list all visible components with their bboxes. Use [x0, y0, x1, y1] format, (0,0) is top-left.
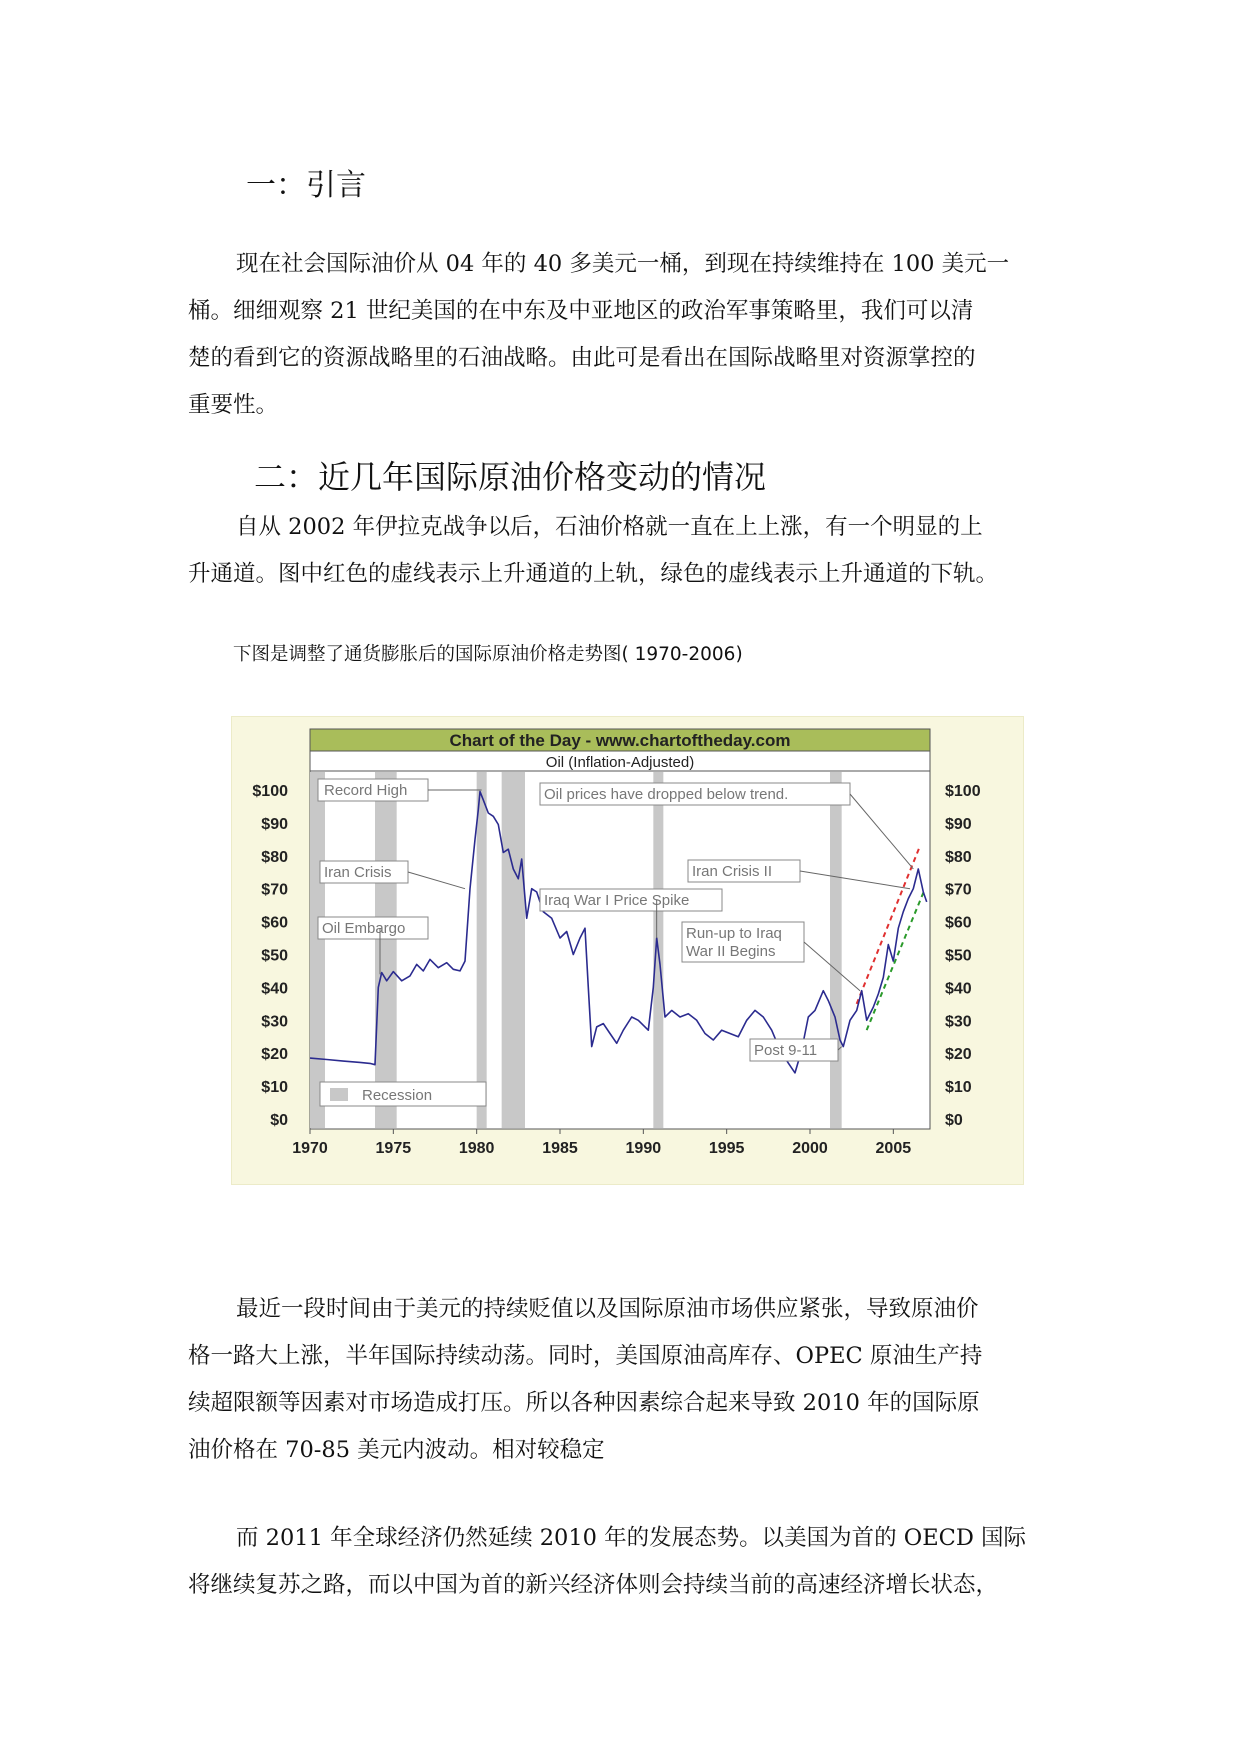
x-tick-label: 1990 — [625, 1140, 662, 1157]
y-tick-label-left: $80 — [261, 848, 288, 866]
y-tick-label-right: $50 — [945, 947, 972, 965]
y-tick-label-right: $30 — [945, 1013, 972, 1031]
section2-heading: 二：近几年国际原油价格变动的情况 — [254, 458, 767, 496]
x-tick-label: 1970 — [292, 1140, 328, 1157]
paragraph-line: 而 2011 年全球经济仍然延续 2010 年的发展态势。以美国为首的 OECD 国际 — [236, 1525, 1027, 1551]
section1-paragraph — [188, 241, 1064, 429]
y-tick-label-right: $100 — [945, 783, 981, 800]
annotation-label: Iran Crisis — [324, 864, 392, 881]
annotation-label: Post 9-11 — [754, 1042, 818, 1059]
annotation-label: Iraq War I Price Spike — [544, 892, 690, 909]
y-tick-label-left: $50 — [261, 947, 288, 965]
recession-bar — [375, 772, 397, 1128]
y-tick-label-left: $40 — [261, 980, 288, 998]
y-tick-label-left: $70 — [261, 881, 288, 899]
legend-swatch — [330, 1088, 348, 1101]
paragraph-line: 将继续复苏之路，而以中国为首的新兴经济体则会持续当前的高速经济增长状态， — [188, 1572, 999, 1598]
annotation-label: Run-up to Iraq — [686, 925, 782, 942]
chart-svg — [232, 717, 1023, 1184]
y-tick-label-left: $10 — [261, 1079, 288, 1097]
y-tick-label-right: $80 — [945, 848, 972, 866]
legend-label: Recession — [362, 1087, 433, 1104]
paragraph-line: 油价格在 70-85 美元内波动。相对较稳定 — [188, 1437, 605, 1463]
y-tick-label-right: $20 — [945, 1046, 972, 1064]
y-tick-label-left: $100 — [252, 783, 288, 800]
recession-bar — [477, 772, 487, 1128]
y-tick-label-right: $10 — [945, 1079, 972, 1097]
section3-paragraph-1 — [188, 1286, 1064, 1474]
paragraph-line: 现在社会国际油价从 04 年的 40 多美元一桶，到现在持续维持在 100 美元一 — [236, 251, 1010, 277]
paragraph-line: 楚的看到它的资源战略里的石油战略。由此可是看出在国际战略里对资源掌控的 — [188, 345, 976, 371]
paragraph-line: 格一路大上涨，半年国际持续动荡。同时，美国原油高库存、OPEC 原油生产持 — [188, 1343, 983, 1369]
section1-heading: 一：引言 — [246, 168, 366, 203]
y-tick-label-left: $30 — [261, 1013, 288, 1031]
recession-bar — [830, 772, 842, 1128]
annotation-label: Oil Embargo — [322, 920, 406, 937]
paragraph-line: 桶。细细观察 21 世纪美国的在中东及中亚地区的政治军事策略里，我们可以清 — [188, 298, 974, 324]
paragraph-line: 升通道。图中红色的虚线表示上升通道的上轨，绿色的虚线表示上升通道的下轨。 — [188, 561, 999, 587]
x-tick-label: 1980 — [458, 1140, 495, 1157]
annotation-label: War II Begins — [686, 943, 776, 960]
x-tick-label: 2000 — [792, 1140, 828, 1157]
y-tick-label-left: $0 — [270, 1112, 288, 1129]
y-tick-label-left: $20 — [261, 1046, 288, 1064]
paragraph-line: 续超限额等因素对市场造成打压。所以各种因素综合起来导致 2010 年的国际原 — [188, 1390, 980, 1416]
y-tick-label-right: $70 — [945, 881, 972, 899]
recession-bar — [310, 772, 325, 1128]
x-tick-label: 1985 — [542, 1140, 578, 1157]
annotation-label: Oil prices have dropped below trend. — [544, 786, 789, 803]
section3-paragraph-2 — [188, 1515, 1064, 1609]
chart-subtitle: Oil (Inflation-Adjusted) — [545, 754, 695, 771]
chart-caption: 下图是调整了通货膨胀后的国际原油价格走势图( 1970-2006) — [233, 644, 743, 665]
chart-title: Chart of the Day - www.chartoftheday.com — [449, 731, 791, 750]
y-tick-label-right: $0 — [945, 1112, 963, 1129]
y-tick-label-right: $60 — [945, 914, 972, 932]
x-tick-label: 1995 — [708, 1140, 745, 1157]
paragraph-line: 重要性。 — [188, 392, 279, 418]
y-tick-label-left: $60 — [261, 914, 288, 932]
oil-price-chart — [231, 716, 1024, 1185]
recession-bar — [502, 772, 525, 1128]
y-tick-label-left: $90 — [261, 815, 288, 833]
section2-paragraph — [188, 504, 1064, 598]
annotation-label: Record High — [324, 782, 408, 799]
y-tick-label-right: $90 — [945, 815, 972, 833]
y-tick-label-right: $40 — [945, 980, 972, 998]
x-tick-label: 2005 — [875, 1140, 912, 1157]
paragraph-line: 最近一段时间由于美元的持续贬值以及国际原油市场供应紧张，导致原油价 — [236, 1296, 979, 1322]
paragraph-line: 自从 2002 年伊拉克战争以后，石油价格就一直在上上涨，有一个明显的上 — [236, 514, 983, 540]
annotation-label: Iran Crisis II — [692, 863, 773, 880]
x-tick-label: 1975 — [375, 1140, 412, 1157]
